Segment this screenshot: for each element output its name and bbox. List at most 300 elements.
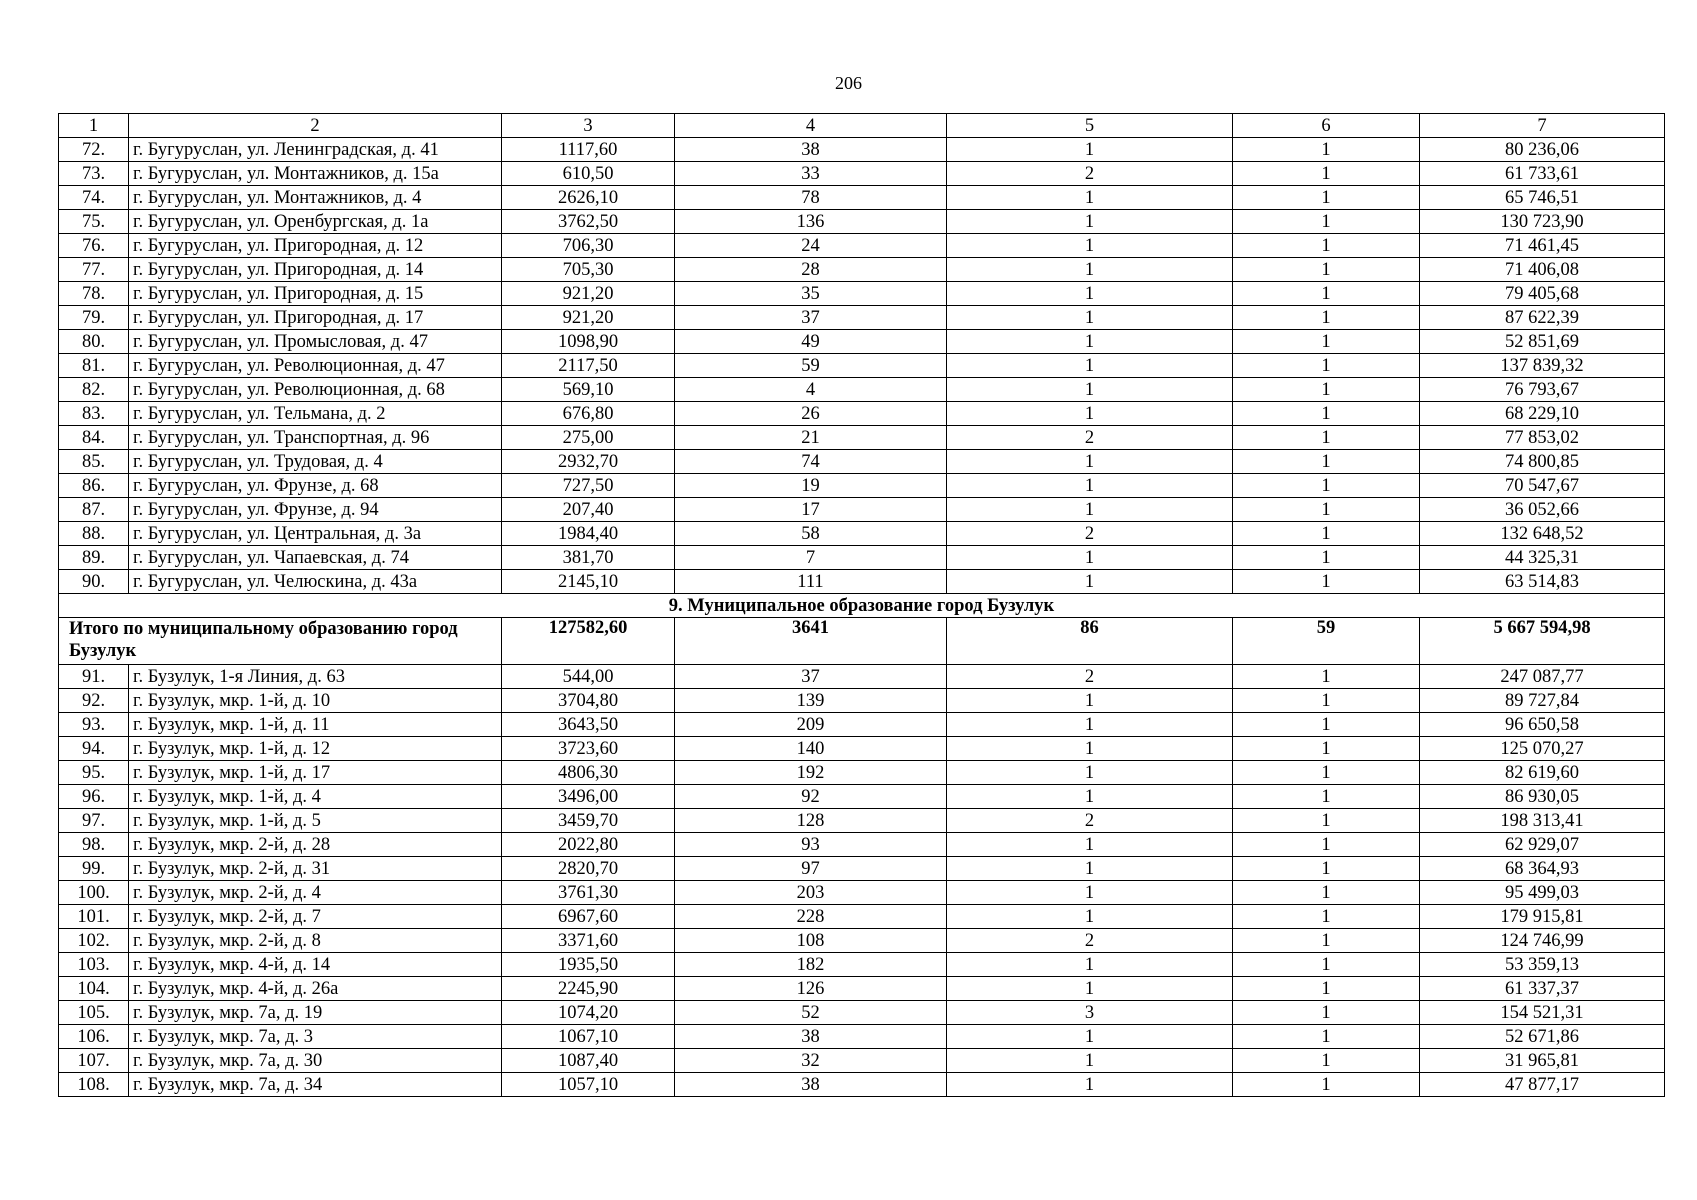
col4-cell: 128 [675, 809, 947, 833]
col4-cell: 111 [675, 570, 947, 594]
col3-cell: 2626,10 [502, 186, 675, 210]
table-row [59, 905, 1665, 929]
address-cell: г. Бузулук, мкр. 1-й, д. 11 [129, 713, 502, 737]
table-row [59, 737, 1665, 761]
row-number-cell: 84. [59, 426, 129, 450]
col3-cell: 3704,80 [502, 689, 675, 713]
col7-cell: 137 839,32 [1420, 354, 1665, 378]
col4-cell: 192 [675, 761, 947, 785]
col4-cell: 32 [675, 1049, 947, 1073]
col4-cell: 209 [675, 713, 947, 737]
col5-cell: 1 [947, 306, 1233, 330]
col5-cell: 1 [947, 402, 1233, 426]
row-number-cell: 94. [59, 737, 129, 761]
col3-cell: 706,30 [502, 234, 675, 258]
row-number-cell: 99. [59, 857, 129, 881]
col7-cell: 96 650,58 [1420, 713, 1665, 737]
row-number-cell: 75. [59, 210, 129, 234]
address-cell: г. Бугуруслан, ул. Фрунзе, д. 94 [129, 498, 502, 522]
col5-cell: 1 [947, 378, 1233, 402]
col4-cell: 52 [675, 1001, 947, 1025]
address-cell: г. Бузулук, мкр. 2-й, д. 4 [129, 881, 502, 905]
row-number-cell: 105. [59, 1001, 129, 1025]
col5-cell: 1 [947, 546, 1233, 570]
row-number-cell: 88. [59, 522, 129, 546]
col4-cell: 19 [675, 474, 947, 498]
col6-cell: 1 [1233, 713, 1420, 737]
address-cell: г. Бузулук, мкр. 4-й, д. 14 [129, 953, 502, 977]
col3-cell: 1057,10 [502, 1073, 675, 1097]
row-number-cell: 73. [59, 162, 129, 186]
col3-cell: 727,50 [502, 474, 675, 498]
address-cell: г. Бугуруслан, ул. Монтажников, д. 4 [129, 186, 502, 210]
col7-cell: 76 793,67 [1420, 378, 1665, 402]
column-number-cell: 1 [59, 114, 129, 138]
table-row [59, 833, 1665, 857]
col6-cell: 1 [1233, 809, 1420, 833]
table-row [59, 234, 1665, 258]
col5-cell: 1 [947, 785, 1233, 809]
col4-cell: 74 [675, 450, 947, 474]
total-col5: 86 [947, 618, 1233, 665]
address-cell: г. Бузулук, мкр. 2-й, д. 31 [129, 857, 502, 881]
col3-cell: 1067,10 [502, 1025, 675, 1049]
row-number-cell: 95. [59, 761, 129, 785]
col6-cell: 1 [1233, 402, 1420, 426]
col5-cell: 1 [947, 761, 1233, 785]
col6-cell: 1 [1233, 498, 1420, 522]
col7-cell: 130 723,90 [1420, 210, 1665, 234]
column-number-cell: 7 [1420, 114, 1665, 138]
col3-cell: 381,70 [502, 546, 675, 570]
col5-cell: 3 [947, 1001, 1233, 1025]
table-row [59, 210, 1665, 234]
row-number-cell: 102. [59, 929, 129, 953]
col4-cell: 7 [675, 546, 947, 570]
row-number-cell: 74. [59, 186, 129, 210]
column-number-cell: 3 [502, 114, 675, 138]
address-cell: г. Бугуруслан, ул. Центральная, д. 3а [129, 522, 502, 546]
address-cell: г. Бузулук, мкр. 1-й, д. 4 [129, 785, 502, 809]
col3-cell: 610,50 [502, 162, 675, 186]
col5-cell: 2 [947, 426, 1233, 450]
row-number-cell: 103. [59, 953, 129, 977]
section-row [59, 594, 1665, 618]
col4-cell: 35 [675, 282, 947, 306]
col6-cell: 1 [1233, 929, 1420, 953]
col5-cell: 1 [947, 977, 1233, 1001]
col6-cell: 1 [1233, 665, 1420, 689]
col6-cell: 1 [1233, 737, 1420, 761]
col3-cell: 3459,70 [502, 809, 675, 833]
table-row [59, 929, 1665, 953]
address-cell: г. Бузулук, мкр. 1-й, д. 5 [129, 809, 502, 833]
address-cell: г. Бугуруслан, ул. Пригородная, д. 14 [129, 258, 502, 282]
col6-cell: 1 [1233, 210, 1420, 234]
address-cell: г. Бугуруслан, ул. Пригородная, д. 15 [129, 282, 502, 306]
col6-cell: 1 [1233, 330, 1420, 354]
col7-cell: 70 547,67 [1420, 474, 1665, 498]
col7-cell: 125 070,27 [1420, 737, 1665, 761]
address-cell: г. Бугуруслан, ул. Промысловая, д. 47 [129, 330, 502, 354]
col4-cell: 78 [675, 186, 947, 210]
col5-cell: 1 [947, 689, 1233, 713]
total-col7: 5 667 594,98 [1420, 618, 1665, 665]
col5-cell: 1 [947, 1073, 1233, 1097]
col7-cell: 68 364,93 [1420, 857, 1665, 881]
col6-cell: 1 [1233, 306, 1420, 330]
col3-cell: 1098,90 [502, 330, 675, 354]
col7-cell: 87 622,39 [1420, 306, 1665, 330]
address-cell: г. Бузулук, мкр. 1-й, д. 10 [129, 689, 502, 713]
col4-cell: 17 [675, 498, 947, 522]
col4-cell: 26 [675, 402, 947, 426]
col4-cell: 49 [675, 330, 947, 354]
row-number-cell: 98. [59, 833, 129, 857]
col5-cell: 1 [947, 210, 1233, 234]
total-col3: 127582,60 [502, 618, 675, 665]
col3-cell: 207,40 [502, 498, 675, 522]
table-row [59, 186, 1665, 210]
col6-cell: 1 [1233, 234, 1420, 258]
row-number-cell: 77. [59, 258, 129, 282]
total-col4: 3641 [675, 618, 947, 665]
table-row [59, 689, 1665, 713]
col4-cell: 126 [675, 977, 947, 1001]
address-cell: г. Бугуруслан, ул. Чапаевская, д. 74 [129, 546, 502, 570]
col3-cell: 2820,70 [502, 857, 675, 881]
address-cell: г. Бугуруслан, ул. Челюскина, д. 43а [129, 570, 502, 594]
row-number-cell: 106. [59, 1025, 129, 1049]
col5-cell: 1 [947, 833, 1233, 857]
col7-cell: 36 052,66 [1420, 498, 1665, 522]
col3-cell: 544,00 [502, 665, 675, 689]
row-number-cell: 107. [59, 1049, 129, 1073]
address-cell: г. Бугуруслан, ул. Пригородная, д. 17 [129, 306, 502, 330]
col5-cell: 1 [947, 737, 1233, 761]
col5-cell: 1 [947, 282, 1233, 306]
address-cell: г. Бузулук, мкр. 2-й, д. 28 [129, 833, 502, 857]
col3-cell: 1984,40 [502, 522, 675, 546]
col6-cell: 1 [1233, 785, 1420, 809]
row-number-cell: 81. [59, 354, 129, 378]
row-number-cell: 90. [59, 570, 129, 594]
col7-cell: 154 521,31 [1420, 1001, 1665, 1025]
table-row [59, 402, 1665, 426]
col4-cell: 203 [675, 881, 947, 905]
col5-cell: 1 [947, 234, 1233, 258]
table-row [59, 282, 1665, 306]
col6-cell: 1 [1233, 570, 1420, 594]
col7-cell: 77 853,02 [1420, 426, 1665, 450]
total-row [59, 618, 1665, 665]
col6-cell: 1 [1233, 689, 1420, 713]
col4-cell: 38 [675, 1073, 947, 1097]
col5-cell: 1 [947, 330, 1233, 354]
table-row [59, 306, 1665, 330]
col4-cell: 139 [675, 689, 947, 713]
col7-cell: 53 359,13 [1420, 953, 1665, 977]
table-row [59, 953, 1665, 977]
col5-cell: 1 [947, 1049, 1233, 1073]
address-cell: г. Бугуруслан, ул. Ленинградская, д. 41 [129, 138, 502, 162]
table-row [59, 881, 1665, 905]
total-col6: 59 [1233, 618, 1420, 665]
table-row [59, 785, 1665, 809]
col7-cell: 82 619,60 [1420, 761, 1665, 785]
row-number-cell: 97. [59, 809, 129, 833]
table-row [59, 1001, 1665, 1025]
address-cell: г. Бузулук, мкр. 4-й, д. 26а [129, 977, 502, 1001]
address-cell: г. Бузулук, мкр. 7а, д. 30 [129, 1049, 502, 1073]
table-row [59, 330, 1665, 354]
table-row [59, 498, 1665, 522]
col3-cell: 4806,30 [502, 761, 675, 785]
col7-cell: 79 405,68 [1420, 282, 1665, 306]
col6-cell: 1 [1233, 522, 1420, 546]
table-row [59, 546, 1665, 570]
address-cell: г. Бугуруслан, ул. Пригородная, д. 12 [129, 234, 502, 258]
row-number-cell: 72. [59, 138, 129, 162]
col3-cell: 921,20 [502, 282, 675, 306]
col7-cell: 247 087,77 [1420, 665, 1665, 689]
col4-cell: 92 [675, 785, 947, 809]
col7-cell: 52 671,86 [1420, 1025, 1665, 1049]
row-number-cell: 87. [59, 498, 129, 522]
address-cell: г. Бузулук, мкр. 7а, д. 19 [129, 1001, 502, 1025]
col3-cell: 2932,70 [502, 450, 675, 474]
col4-cell: 136 [675, 210, 947, 234]
col5-cell: 1 [947, 138, 1233, 162]
table-row [59, 977, 1665, 1001]
col3-cell: 1935,50 [502, 953, 675, 977]
address-cell: г. Бузулук, мкр. 7а, д. 34 [129, 1073, 502, 1097]
row-number-cell: 96. [59, 785, 129, 809]
col4-cell: 33 [675, 162, 947, 186]
col3-cell: 2145,10 [502, 570, 675, 594]
col6-cell: 1 [1233, 354, 1420, 378]
row-number-cell: 78. [59, 282, 129, 306]
col4-cell: 28 [675, 258, 947, 282]
address-cell: г. Бугуруслан, ул. Фрунзе, д. 68 [129, 474, 502, 498]
col6-cell: 1 [1233, 450, 1420, 474]
col7-cell: 179 915,81 [1420, 905, 1665, 929]
table-row [59, 426, 1665, 450]
col4-cell: 97 [675, 857, 947, 881]
address-cell: г. Бузулук, 1-я Линия, д. 63 [129, 665, 502, 689]
col5-cell: 1 [947, 258, 1233, 282]
section-title: 9. Муниципальное образование город Бузулук [59, 594, 1665, 618]
col5-cell: 2 [947, 522, 1233, 546]
col6-cell: 1 [1233, 977, 1420, 1001]
col7-cell: 80 236,06 [1420, 138, 1665, 162]
col7-cell: 124 746,99 [1420, 929, 1665, 953]
col4-cell: 93 [675, 833, 947, 857]
col3-cell: 275,00 [502, 426, 675, 450]
table-row [59, 138, 1665, 162]
address-cell: г. Бузулук, мкр. 7а, д. 3 [129, 1025, 502, 1049]
col3-cell: 6967,60 [502, 905, 675, 929]
col6-cell: 1 [1233, 881, 1420, 905]
col3-cell: 1074,20 [502, 1001, 675, 1025]
row-number-cell: 79. [59, 306, 129, 330]
col4-cell: 37 [675, 665, 947, 689]
address-cell: г. Бугуруслан, ул. Трудовая, д. 4 [129, 450, 502, 474]
col7-cell: 63 514,83 [1420, 570, 1665, 594]
address-cell: г. Бузулук, мкр. 1-й, д. 12 [129, 737, 502, 761]
col7-cell: 68 229,10 [1420, 402, 1665, 426]
col6-cell: 1 [1233, 282, 1420, 306]
col4-cell: 24 [675, 234, 947, 258]
table-row [59, 761, 1665, 785]
address-cell: г. Бугуруслан, ул. Революционная, д. 47 [129, 354, 502, 378]
table-row [59, 522, 1665, 546]
col7-cell: 31 965,81 [1420, 1049, 1665, 1073]
col6-cell: 1 [1233, 426, 1420, 450]
col5-cell: 2 [947, 809, 1233, 833]
col5-cell: 2 [947, 929, 1233, 953]
col5-cell: 1 [947, 1025, 1233, 1049]
col6-cell: 1 [1233, 474, 1420, 498]
col7-cell: 62 929,07 [1420, 833, 1665, 857]
column-number-row [59, 114, 1665, 138]
col5-cell: 1 [947, 354, 1233, 378]
col7-cell: 61 733,61 [1420, 162, 1665, 186]
col3-cell: 705,30 [502, 258, 675, 282]
col6-cell: 1 [1233, 162, 1420, 186]
col4-cell: 38 [675, 1025, 947, 1049]
col6-cell: 1 [1233, 761, 1420, 785]
col4-cell: 38 [675, 138, 947, 162]
col7-cell: 47 877,17 [1420, 1073, 1665, 1097]
address-cell: г. Бугуруслан, ул. Революционная, д. 68 [129, 378, 502, 402]
col3-cell: 3371,60 [502, 929, 675, 953]
col4-cell: 228 [675, 905, 947, 929]
col6-cell: 1 [1233, 857, 1420, 881]
table-row [59, 378, 1665, 402]
col3-cell: 3723,60 [502, 737, 675, 761]
col3-cell: 2245,90 [502, 977, 675, 1001]
address-cell: г. Бузулук, мкр. 2-й, д. 8 [129, 929, 502, 953]
col3-cell: 3761,30 [502, 881, 675, 905]
row-number-cell: 91. [59, 665, 129, 689]
col3-cell: 3762,50 [502, 210, 675, 234]
row-number-cell: 108. [59, 1073, 129, 1097]
col5-cell: 2 [947, 162, 1233, 186]
col4-cell: 182 [675, 953, 947, 977]
col6-cell: 1 [1233, 258, 1420, 282]
col6-cell: 1 [1233, 186, 1420, 210]
col7-cell: 198 313,41 [1420, 809, 1665, 833]
table-row [59, 857, 1665, 881]
row-number-cell: 92. [59, 689, 129, 713]
address-cell: г. Бугуруслан, ул. Оренбургская, д. 1а [129, 210, 502, 234]
row-number-cell: 89. [59, 546, 129, 570]
col7-cell: 44 325,31 [1420, 546, 1665, 570]
address-cell: г. Бугуруслан, ул. Тельмана, д. 2 [129, 402, 502, 426]
table-row [59, 1049, 1665, 1073]
table-row [59, 809, 1665, 833]
row-number-cell: 76. [59, 234, 129, 258]
col4-cell: 37 [675, 306, 947, 330]
col5-cell: 1 [947, 905, 1233, 929]
col3-cell: 1087,40 [502, 1049, 675, 1073]
col6-cell: 1 [1233, 378, 1420, 402]
total-label: Итого по муниципальному образованию город Бузулук [59, 618, 502, 665]
row-number-cell: 93. [59, 713, 129, 737]
col5-cell: 1 [947, 450, 1233, 474]
column-number-cell: 5 [947, 114, 1233, 138]
row-number-cell: 85. [59, 450, 129, 474]
address-cell: г. Бузулук, мкр. 2-й, д. 7 [129, 905, 502, 929]
col4-cell: 140 [675, 737, 947, 761]
col4-cell: 58 [675, 522, 947, 546]
table-row [59, 450, 1665, 474]
row-number-cell: 80. [59, 330, 129, 354]
col7-cell: 65 746,51 [1420, 186, 1665, 210]
address-cell: г. Бузулук, мкр. 1-й, д. 17 [129, 761, 502, 785]
row-number-cell: 83. [59, 402, 129, 426]
col3-cell: 1117,60 [502, 138, 675, 162]
table-row [59, 354, 1665, 378]
column-number-cell: 2 [129, 114, 502, 138]
table-row [59, 258, 1665, 282]
col3-cell: 569,10 [502, 378, 675, 402]
column-number-cell: 4 [675, 114, 947, 138]
col3-cell: 921,20 [502, 306, 675, 330]
col3-cell: 3496,00 [502, 785, 675, 809]
row-number-cell: 101. [59, 905, 129, 929]
col3-cell: 676,80 [502, 402, 675, 426]
col4-cell: 59 [675, 354, 947, 378]
col5-cell: 1 [947, 857, 1233, 881]
col7-cell: 132 648,52 [1420, 522, 1665, 546]
row-number-cell: 86. [59, 474, 129, 498]
col7-cell: 89 727,84 [1420, 689, 1665, 713]
table-row [59, 162, 1665, 186]
address-cell: г. Бугуруслан, ул. Монтажников, д. 15а [129, 162, 502, 186]
col3-cell: 2022,80 [502, 833, 675, 857]
col7-cell: 95 499,03 [1420, 881, 1665, 905]
col6-cell: 1 [1233, 953, 1420, 977]
col4-cell: 21 [675, 426, 947, 450]
col6-cell: 1 [1233, 833, 1420, 857]
table-row [59, 1025, 1665, 1049]
table-row [59, 1073, 1665, 1097]
col5-cell: 1 [947, 186, 1233, 210]
col5-cell: 1 [947, 498, 1233, 522]
col5-cell: 2 [947, 665, 1233, 689]
col6-cell: 1 [1233, 1001, 1420, 1025]
col5-cell: 1 [947, 953, 1233, 977]
row-number-cell: 82. [59, 378, 129, 402]
address-cell: г. Бугуруслан, ул. Транспортная, д. 96 [129, 426, 502, 450]
col6-cell: 1 [1233, 1073, 1420, 1097]
col5-cell: 1 [947, 474, 1233, 498]
table-row [59, 665, 1665, 689]
col6-cell: 1 [1233, 546, 1420, 570]
table-row [59, 713, 1665, 737]
col7-cell: 74 800,85 [1420, 450, 1665, 474]
data-table [58, 113, 1665, 1097]
col5-cell: 1 [947, 713, 1233, 737]
row-number-cell: 100. [59, 881, 129, 905]
col7-cell: 52 851,69 [1420, 330, 1665, 354]
table-row [59, 570, 1665, 594]
col3-cell: 3643,50 [502, 713, 675, 737]
col7-cell: 86 930,05 [1420, 785, 1665, 809]
col5-cell: 1 [947, 881, 1233, 905]
